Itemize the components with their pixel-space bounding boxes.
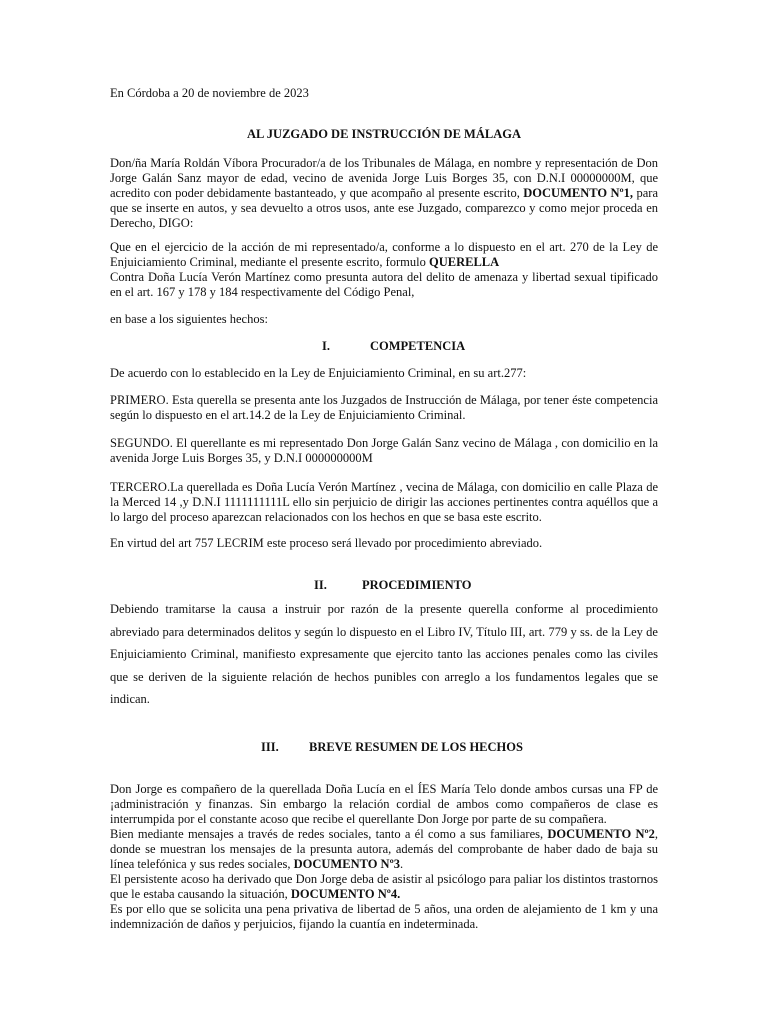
hechos-intro: en base a los siguientes hechos:	[110, 312, 268, 326]
section-1-number: I.	[322, 339, 330, 353]
hechos-paragraph-1: Don Jorge es compañero de la querellada Doña Lucía en el ÍES María Telo donde ambos cursas una FP de ¡administración y finanzas. Sin embargo la relación cordial de ambos como compañeros de clase es interrumpida por el constante acoso que recibe el querellante Don Jorge por parte de su compañera.	[110, 782, 658, 826]
procedimiento-paragraph: Debiendo tramitarse la causa a instruir por razón de la presente querella conforme al procedimiento abreviado para determinados delitos y según lo dispuesto en el Libro IV, Título III, art. 779 y ss. de la Ley de Enjuiciamiento Criminal, manifiesto expresamente que ejercito tanto las acciones penales como las civiles que se deriven de la siguiente relación de hechos punibles con arreglo a los fundamentos legales que se indican.	[110, 602, 658, 706]
section-3-title: BREVE RESUMEN DE LOS HECHOS	[309, 740, 523, 754]
hechos-p2-text-3: .	[399, 857, 404, 871]
court-title: AL JUZGADO DE INSTRUCCIÓN DE MÁLAGA	[247, 127, 521, 141]
section-1-title: COMPETENCIA	[370, 339, 466, 353]
hechos-paragraph-4: Es por ello que se solicita una pena privativa de libertad de 5 años, una orden de alejamiento de 1 km y una indemnización de daños y perjuicios, fijando la cuantía en indeterminada.	[110, 902, 658, 931]
section-1-lead: De acuerdo con lo establecido en la Ley de Enjuiciamiento Criminal, en su art.277:	[110, 366, 527, 380]
hechos-p2-text-2: , donde se muestran los mensajes de la presunta autora, además del comprobante de haber dado de baja su línea telefónica y sus redes sociales,	[110, 827, 658, 871]
tercero-paragraph: TERCERO.La querellada es Doña Lucía Verón Martínez , vecina de Málaga, con domicilio en calle Plaza de la Merced 14 ,y D.N.I 1111111111L ello sin perjuicio de dirigir las acciones pertinentes contra aquéllos que a lo largo del proceso aparezcan relacionados con los hechos en que se basa este escrito.	[110, 480, 658, 524]
querella-text: Que en el ejercicio de la acción de mi representado/a, conforme a lo dispuesto en el art. 270 de la Ley de Enjuiciamiento Criminal, mediante el presente escrito, formulo	[110, 240, 658, 269]
document-3-reference: DOCUMENTO Nº3	[293, 857, 400, 871]
section-1-heading	[322, 339, 622, 354]
section-2-title: PROCEDIMIENTO	[362, 578, 472, 592]
querella-keyword: QUERELLA	[429, 255, 500, 269]
hechos-body	[110, 782, 658, 932]
document-1-reference: DOCUMENTO Nº1,	[523, 186, 634, 200]
hechos-p2-text-1: Bien mediante mensajes a través de redes sociales, tanto a él como a sus familiares,	[110, 827, 548, 841]
querella-contra: Contra Doña Lucía Verón Martínez como presunta autora del delito de amenaza y libertad sexual tipificado en el art. 167 y 178 y 184 respectivamente del Código Penal,	[110, 270, 658, 299]
section-2-heading	[314, 578, 634, 593]
document-4-reference: DOCUMENTO Nº4.	[290, 887, 401, 901]
intro-paragraph	[110, 156, 658, 231]
intro-text-1: Don/ña María Roldán Víbora Procurador/a de los Tribunales de Málaga, en nombre y representación de Don Jorge Galán Sanz mayor de edad, vecino de avenida Jorge Luis Borges 35, con D.N.I 00000000M, que acredito con poder debidamente bastanteado, y que acompaño al presente escrito,	[110, 156, 658, 200]
date-line: En Córdoba a 20 de noviembre de 2023	[110, 86, 309, 100]
hechos-p3-text-1: El persistente acoso ha derivado que Don Jorge deba de asistir al psicólogo para paliar los distintos trastornos que le estaba causando la situación,	[110, 872, 658, 901]
hechos-paragraph-2	[110, 827, 658, 872]
primero-paragraph: PRIMERO. Esta querella se presenta ante los Juzgados de Instrucción de Málaga, por tener éste competencia según lo dispuesto en el art.14.2 de la Ley de Enjuiciamiento Criminal.	[110, 393, 658, 422]
section-3-number: III.	[261, 740, 279, 754]
section-2-number: II.	[314, 578, 327, 592]
document-2-reference: DOCUMENTO Nº2	[547, 827, 655, 841]
section-3-heading	[261, 740, 661, 755]
segundo-paragraph: SEGUNDO. El querellante es mi representado Don Jorge Galán Sanz vecino de Málaga , con domicilio en la avenida Jorge Luis Borges 35, y D.N.I 000000000M	[110, 436, 658, 465]
querella-paragraph	[110, 240, 658, 300]
hechos-paragraph-3	[110, 872, 658, 902]
virtud-paragraph: En virtud del art 757 LECRIM este proceso será llevado por procedimiento abreviado.	[110, 536, 543, 550]
intro-text-2: para que se inserte en autos, y sea devuelto a otros usos, ante ese Juzgado, comparezco y como mejor proceda en Derecho, DIGO:	[110, 186, 658, 230]
